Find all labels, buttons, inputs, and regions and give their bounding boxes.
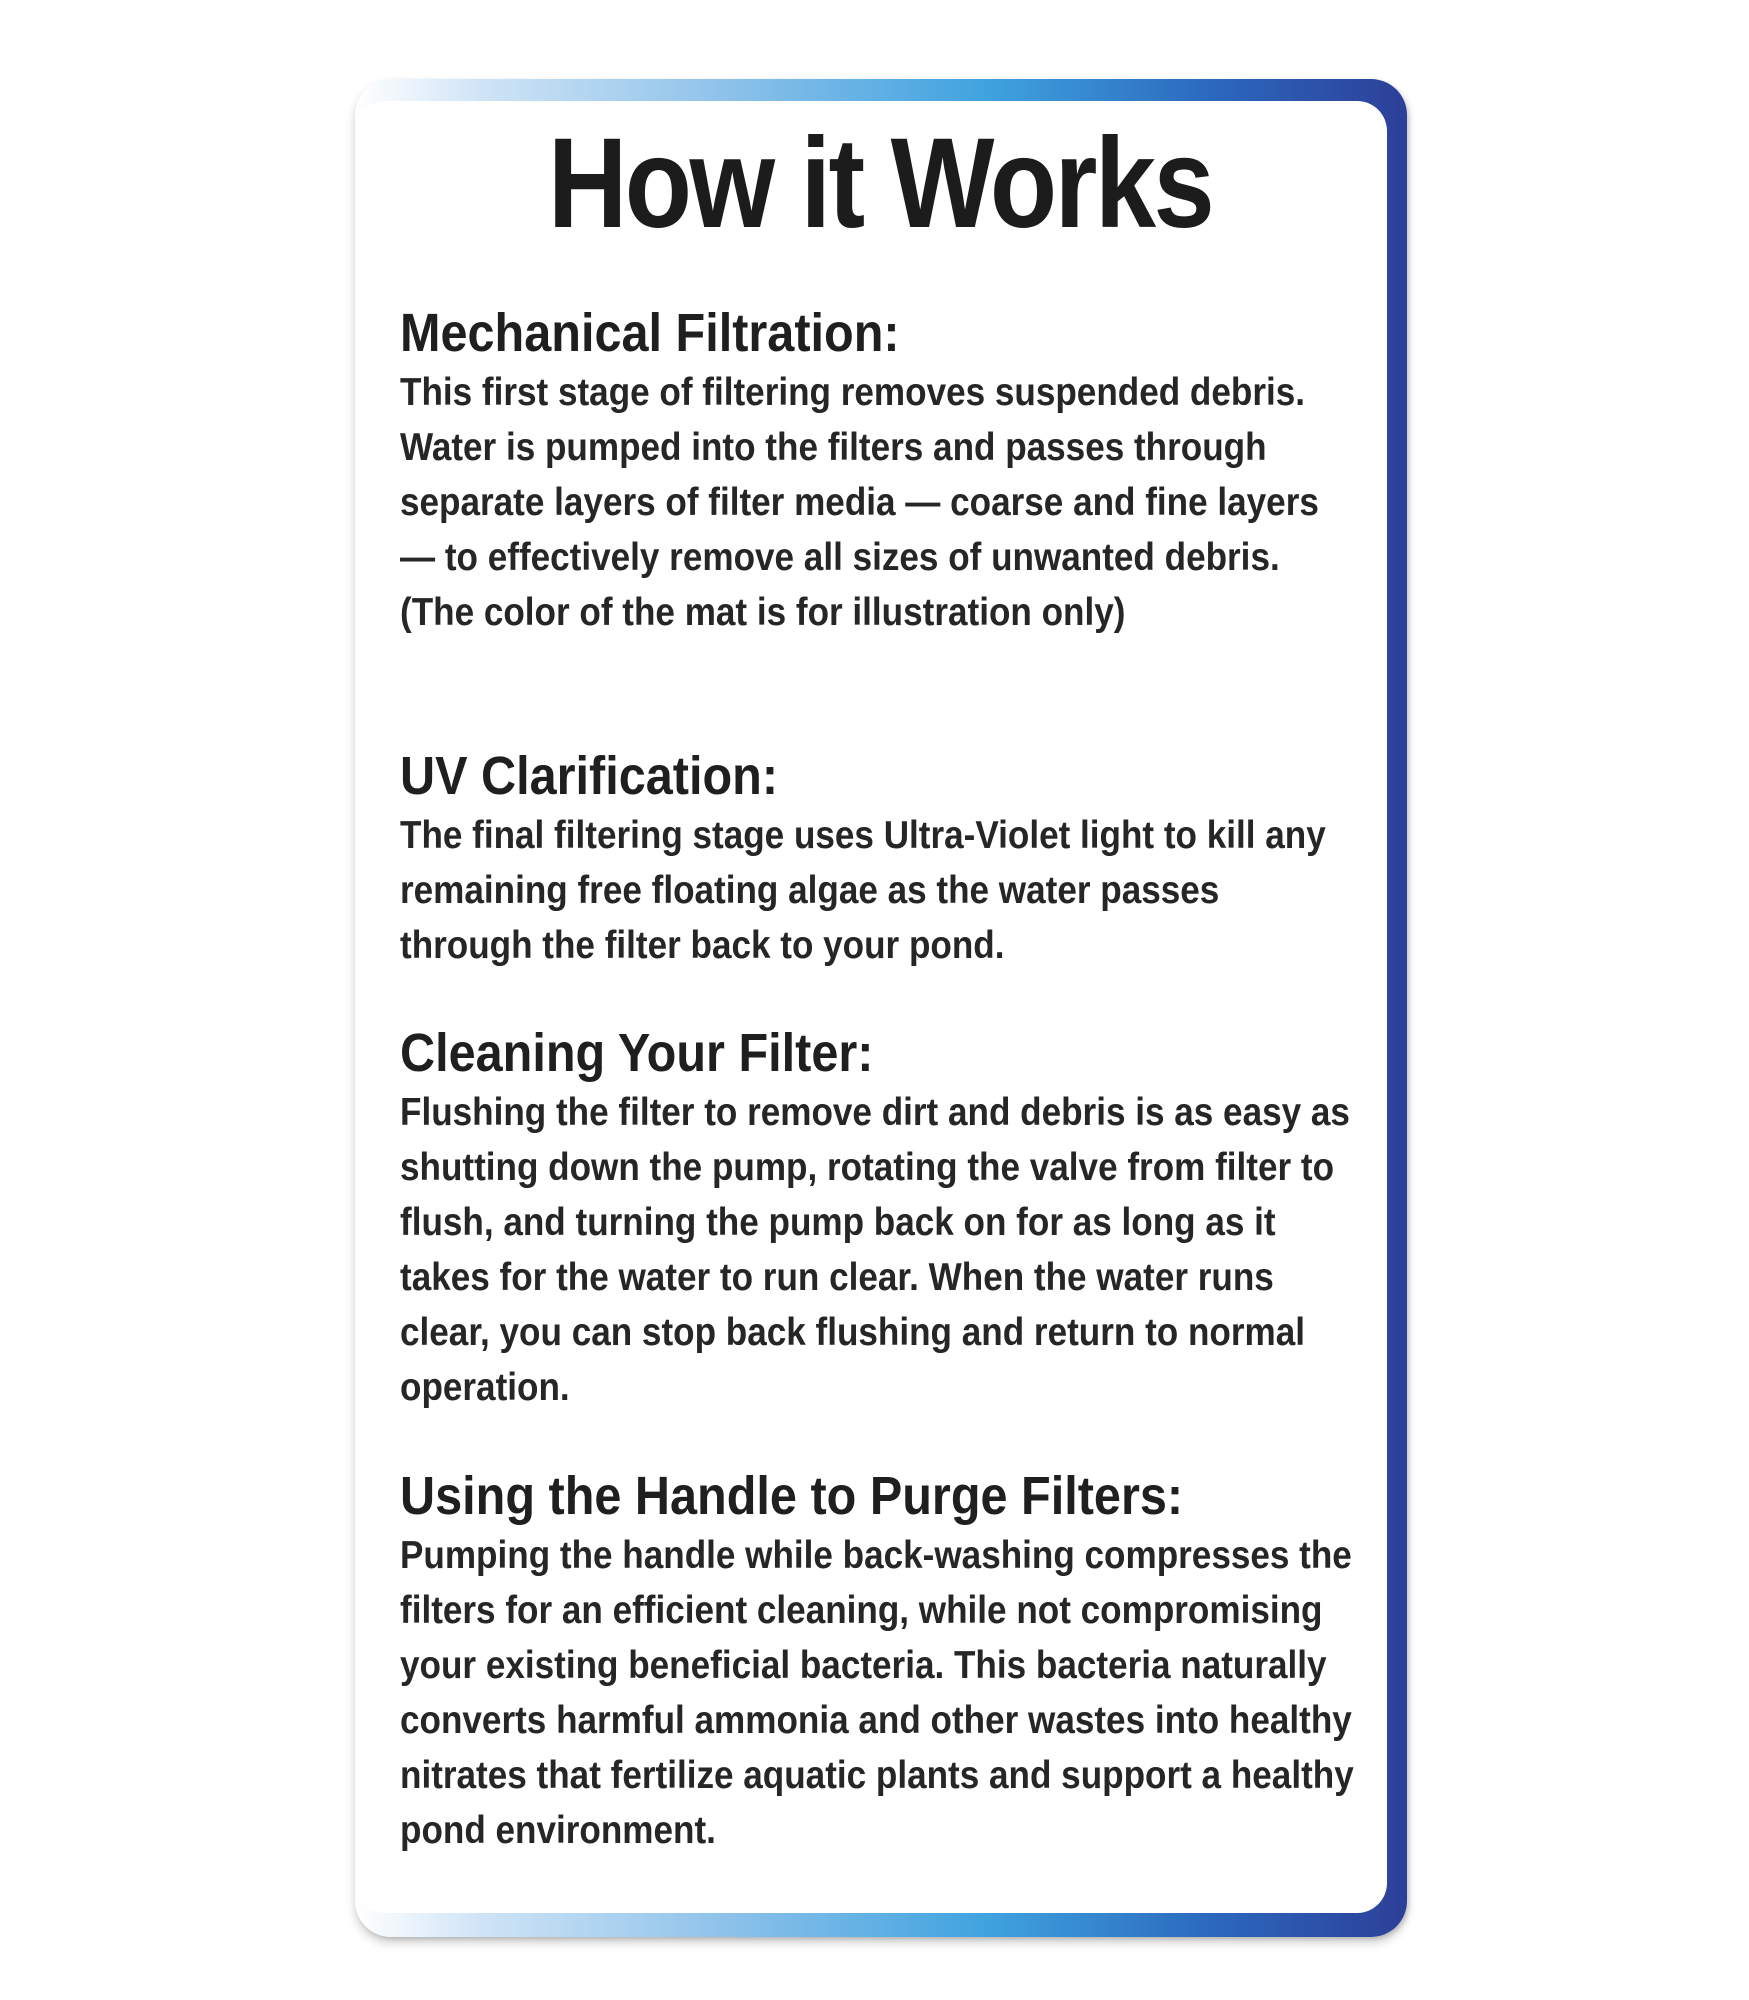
section-body: Flushing the filter to remove dirt and debris is as easy as shutting down the pump, rotating the valve from filter to flush, and turning the pump back on for as long as it takes for the water to run clear. When the water runs clear, you can stop back flushing and return to normal operation. (400, 1091, 1350, 1409)
section-mechanical-filtration (400, 301, 1466, 640)
section-body: This first stage of filtering removes suspended debris. Water is pumped into the filters and passes through separate layers of filter media — coarse and fine layers — to effectively remove all sizes of unwanted debris. (400, 371, 1319, 579)
section-heading: Cleaning Your Filter: (400, 1023, 874, 1083)
section-heading: Mechanical Filtration: (400, 303, 900, 363)
page-title: How it Works (547, 112, 1213, 255)
info-card (355, 101, 1387, 1913)
section-body: The final filtering stage uses Ultra-Violet light to kill any remaining free floating algae as the water passes through the filter back to your pond. (400, 814, 1326, 967)
section-heading: UV Clarification: (400, 746, 779, 806)
section-heading: Using the Handle to Purge Filters: (400, 1466, 1184, 1526)
section-cleaning-filter (400, 1021, 1466, 1415)
section-body: Pumping the handle while back-washing compresses the filters for an efficient cleaning, while not compromising your existing beneficial bacteria. This bacteria naturally converts harmful ammonia and other wastes into healthy nitrates that fertilize aquatic plants and support a healthy pond environment. (400, 1534, 1354, 1852)
info-card-frame (355, 79, 1407, 1937)
section-uv-clarification (400, 744, 1466, 973)
section-note: (The color of the mat is for illustration only) (400, 591, 1126, 634)
card-content (400, 101, 1360, 1852)
section-handle-purge (400, 1464, 1466, 1858)
